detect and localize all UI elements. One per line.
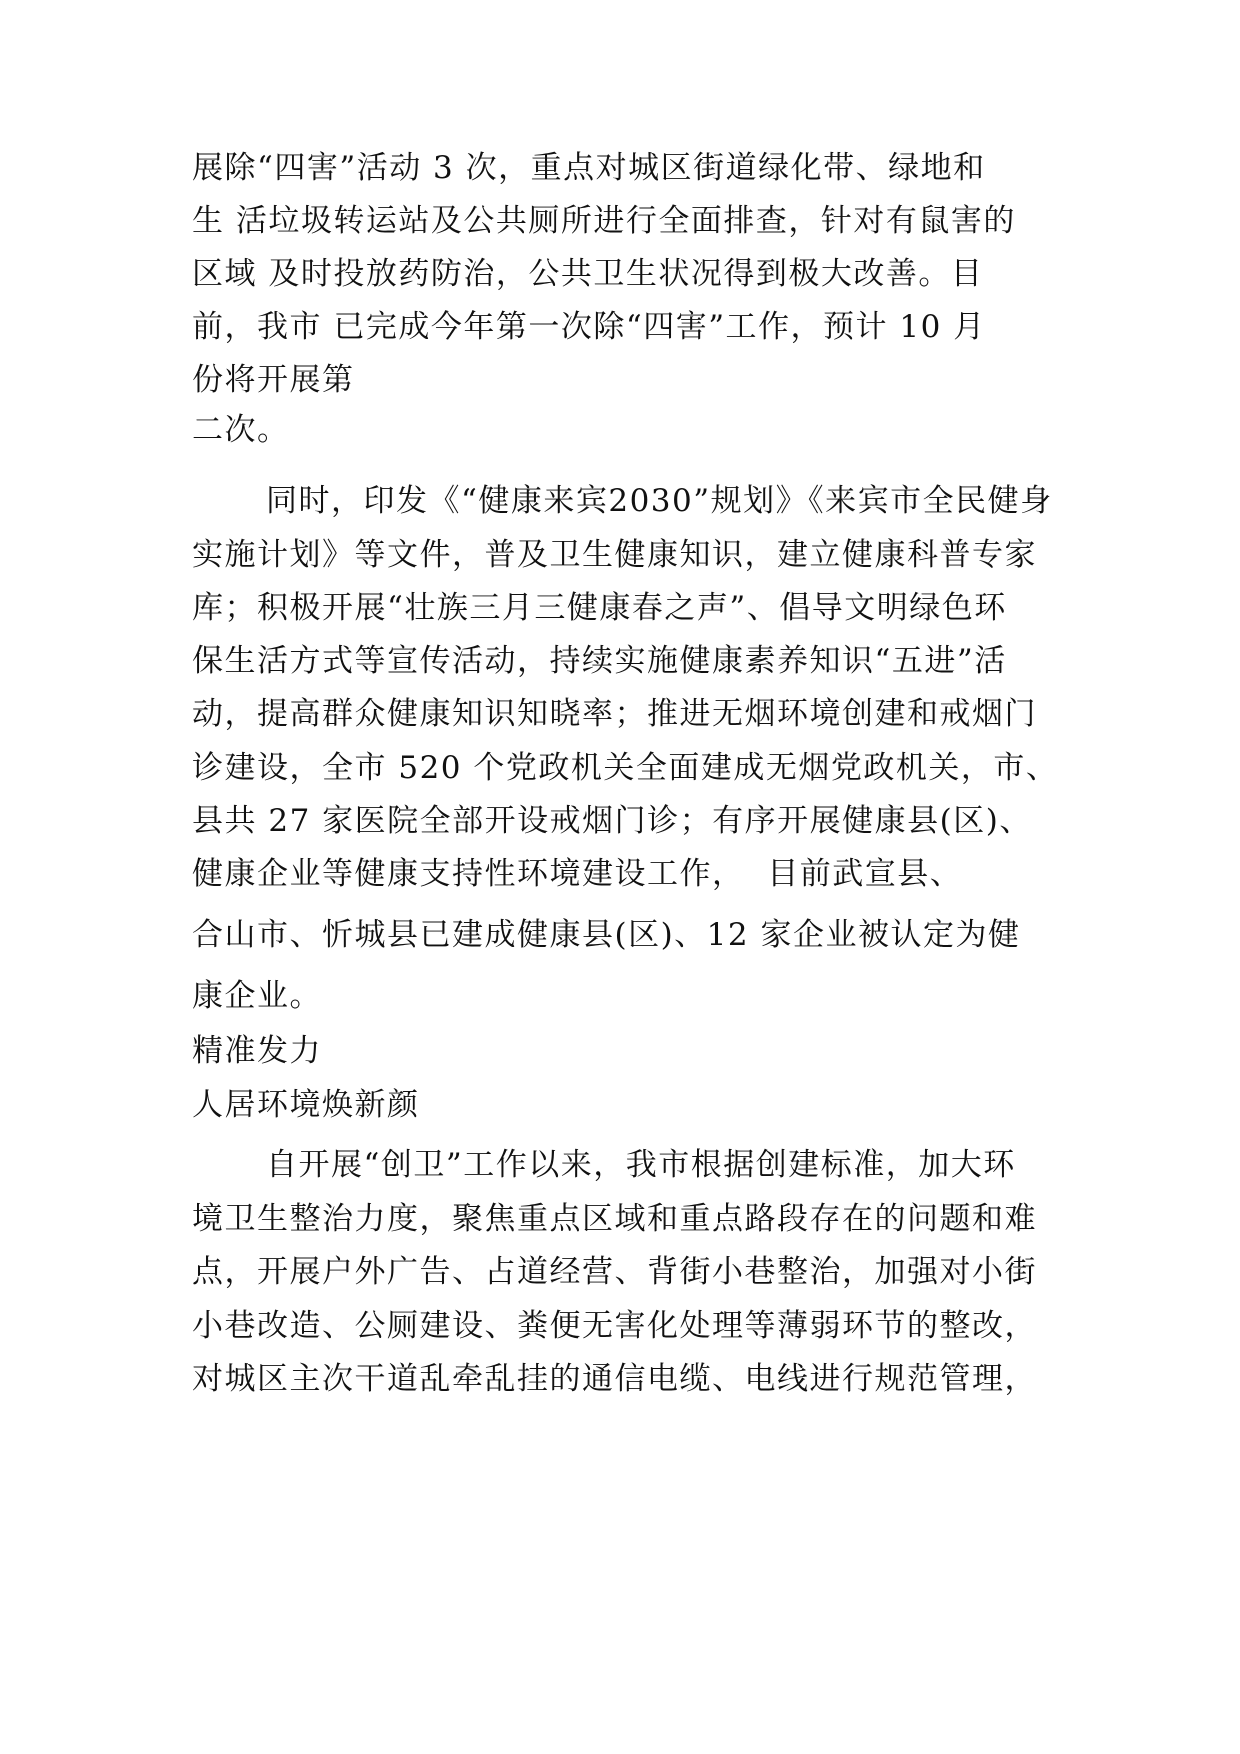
text-line: 保生活方式等宣传活动，持续实施健康素养知识“五进”活 bbox=[192, 643, 1007, 679]
section-heading: 精准发力 bbox=[192, 1033, 322, 1069]
text-line: 实施计划》等文件，普及卫生健康知识，建立健康科普专家 bbox=[192, 537, 1037, 573]
text-line: 前，我市 已完成今年第一次除“四害”工作，预计 10 月 bbox=[192, 309, 986, 345]
text-line: 小巷改造、公厕建设、粪便无害化处理等薄弱环节的整改， bbox=[192, 1308, 1037, 1344]
text-line: 份将开展第 bbox=[192, 362, 355, 398]
text-line: 县共 27 家医院全部开设戒烟门诊；有序开展健康县(区)、 bbox=[192, 803, 1032, 839]
paragraph-first-line: 自开展“创卫”工作以来，我市根据创建标准，加大环 bbox=[266, 1147, 1016, 1183]
paragraph-first-line: 同时，印发《“健康来宾2030”规划》《来宾市全民健身 bbox=[266, 483, 1053, 519]
section-heading: 人居环境焕新颜 bbox=[192, 1087, 420, 1123]
text-line: 对城区主次干道乱牵乱挂的通信电缆、电线进行规范管理， bbox=[192, 1361, 1037, 1397]
text-line: 诊建设，全市 520 个党政机关全面建成无烟党政机关，市、 bbox=[192, 750, 1059, 786]
text-line: 生 活垃圾转运站及公共厕所进行全面排查，针对有鼠害的 bbox=[192, 203, 1016, 239]
text-line: 展除“四害”活动 3 次，重点对城区街道绿化带、绿地和 bbox=[192, 150, 986, 186]
text-line: 库；积极开展“壮族三月三健康春之声”、倡导文明绿色环 bbox=[192, 590, 1007, 626]
text-line: 二次。 bbox=[192, 412, 290, 448]
text-line: 境卫生整治力度，聚焦重点区域和重点路段存在的问题和难 bbox=[192, 1201, 1037, 1237]
text-line: 点，开展户外广告、占道经营、背街小巷整治，加强对小街 bbox=[192, 1254, 1037, 1290]
text-line: 康企业。 bbox=[192, 978, 322, 1014]
text-line: 动，提高群众健康知识知晓率；推进无烟环境创建和戒烟门 bbox=[192, 696, 1037, 732]
text-line: 区域 及时投放药防治，公共卫生状况得到极大改善。目 bbox=[192, 256, 984, 292]
text-line: 健康企业等健康支持性环境建设工作， 目前武宣县、 bbox=[192, 856, 963, 892]
text-line: 合山市、忻城县已建成健康县(区)、12 家企业被认定为健 bbox=[192, 917, 1021, 953]
